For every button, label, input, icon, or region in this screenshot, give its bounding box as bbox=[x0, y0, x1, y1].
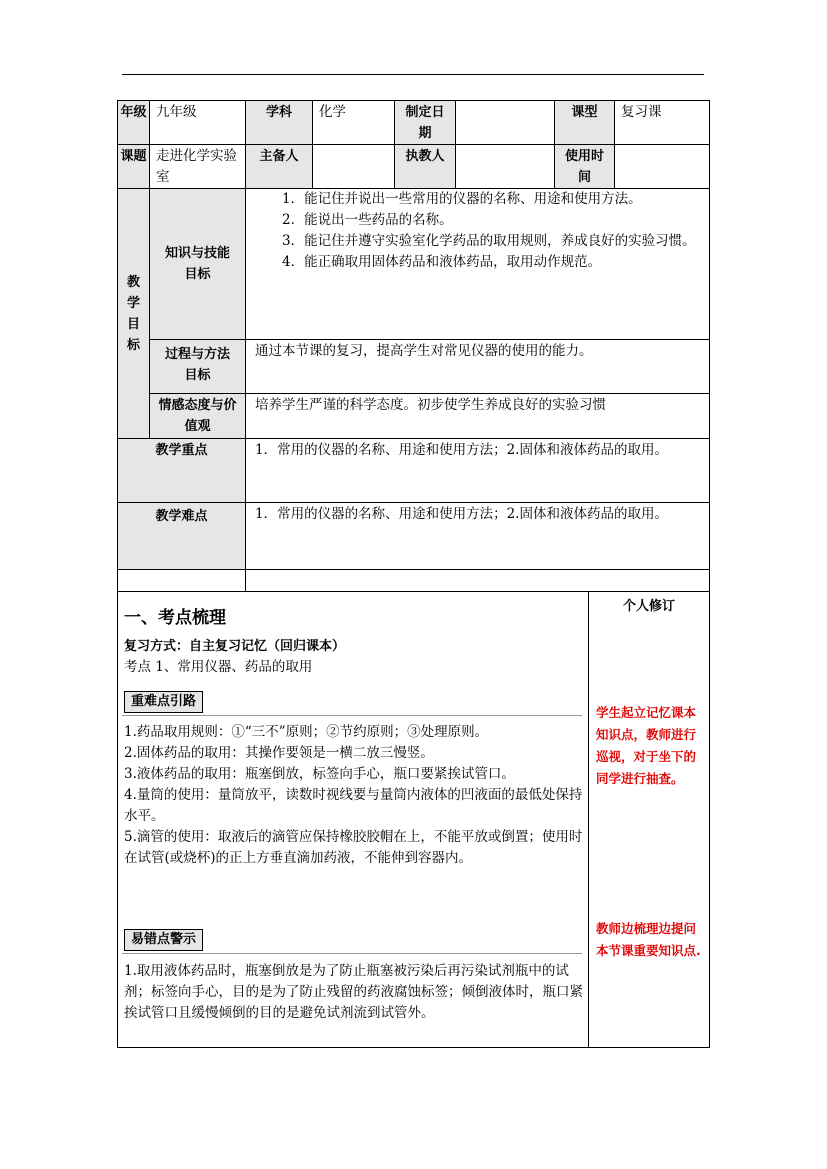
teacher-label: 执教人 bbox=[394, 144, 456, 189]
knowledge-goal-3: 3．能记住并遵守实验室化学药品的取用规则，养成良好的实验习惯。 bbox=[282, 233, 696, 249]
teacher-value bbox=[455, 144, 555, 189]
date-label: 制定日期 bbox=[394, 100, 456, 145]
grade-value: 九年级 bbox=[149, 100, 246, 145]
rule-1: 1.药品取用规则：①“三不”原则；②节约原则；③处理原则。 bbox=[124, 724, 489, 740]
point-1-heading: 考点 1、常用仪器、药品的取用 bbox=[124, 659, 313, 675]
key-point-label: 教学重点 bbox=[117, 438, 246, 503]
divider bbox=[122, 953, 582, 954]
error-warning-label: 易错点警示 bbox=[124, 929, 203, 951]
date-value bbox=[455, 100, 555, 145]
topic-value: 走进化学实验室 bbox=[149, 144, 246, 189]
header-rule bbox=[122, 74, 704, 75]
process-goal: 通过本节课的复习，提高学生对常见仪器的使用的能力。 bbox=[245, 339, 710, 394]
type-label: 课型 bbox=[554, 100, 615, 145]
difficulty-guide-label: 重难点引路 bbox=[124, 691, 203, 713]
emotion-goal: 培养学生严谨的科学态度。初步使学生养成良好的实验习惯 bbox=[245, 393, 710, 439]
difficulty-text: 1．常用的仪器的名称、用途和使用方法；2.固体和液体药品的取用。 bbox=[245, 502, 710, 570]
side-title: 个人修订 bbox=[622, 599, 675, 614]
knowledge-goal-4: 4．能正确取用固体药品和液体药品，取用动作规范。 bbox=[282, 254, 602, 270]
empty-cell-left bbox=[117, 569, 246, 592]
topic-label: 课题 bbox=[117, 144, 150, 189]
section-title: 一、考点梳理 bbox=[124, 608, 226, 628]
rule-2: 2.固体药品的取用：其操作要领是一横二放三慢竖。 bbox=[124, 745, 434, 761]
warning-text: 1.取用液体药品时，瓶塞倒放是为了防止瓶塞被污染后再污染试剂瓶中的试剂；标签向手心，目的是为了防止残留的药液腐蚀标签；倾倒液体时，瓶口紧挨试管口且缓慢倾倒的目的是避免试剂流到试管外。 bbox=[124, 963, 583, 1021]
difficulty-label: 教学难点 bbox=[117, 502, 246, 570]
goals-label: 教学目标 bbox=[117, 188, 150, 439]
rule-4: 4.量筒的使用：量筒放平，读数时视线要与量筒内液体的凹液面的最低处保持水平。 bbox=[124, 787, 583, 824]
time-value bbox=[614, 144, 710, 189]
process-label: 过程与方法目标 bbox=[149, 339, 246, 394]
knowledge-label: 知识与技能目标 bbox=[149, 188, 246, 340]
review-method: 复习方式：自主复习记忆（回归课本） bbox=[124, 639, 346, 654]
grade-label: 年级 bbox=[117, 100, 150, 145]
rules-list bbox=[124, 722, 584, 869]
knowledge-goals bbox=[245, 188, 710, 340]
empty-cell-right bbox=[245, 569, 710, 592]
rule-3: 3.液体药品的取用：瓶塞倒放，标签向手心，瓶口要紧挨试管口。 bbox=[124, 766, 515, 782]
emotion-label: 情感态度与价值观 bbox=[149, 393, 246, 439]
divider bbox=[122, 715, 582, 716]
subject-value: 化学 bbox=[312, 100, 395, 145]
preparer-value bbox=[312, 144, 395, 189]
side-note-1: 学生起立记忆课本知识点，教师进行巡视，对于坐下的同学进行抽查。 bbox=[596, 705, 697, 786]
knowledge-goal-1: 1．能记住并说出一些常用的仪器的名称、用途和使用方法。 bbox=[282, 191, 642, 207]
knowledge-goal-2: 2．能说出一些药品的名称。 bbox=[282, 212, 453, 228]
side-note-2: 教师边梳理边提问本节课重要知识点. bbox=[596, 921, 701, 958]
time-label: 使用时间 bbox=[554, 144, 615, 189]
key-point-text: 1．常用的仪器的名称、用途和使用方法；2.固体和液体药品的取用。 bbox=[245, 438, 710, 503]
subject-label: 学科 bbox=[245, 100, 313, 145]
side-notes-cell bbox=[588, 591, 710, 1048]
preparer-label: 主备人 bbox=[245, 144, 313, 189]
type-value: 复习课 bbox=[614, 100, 710, 145]
rule-5: 5.滴管的使用：取液后的滴管应保持橡胶胶帽在上，不能平放或倒置；使用时在试管(或烧杯)的正上方垂直滴加药液，不能伸到容器内。 bbox=[124, 829, 583, 866]
